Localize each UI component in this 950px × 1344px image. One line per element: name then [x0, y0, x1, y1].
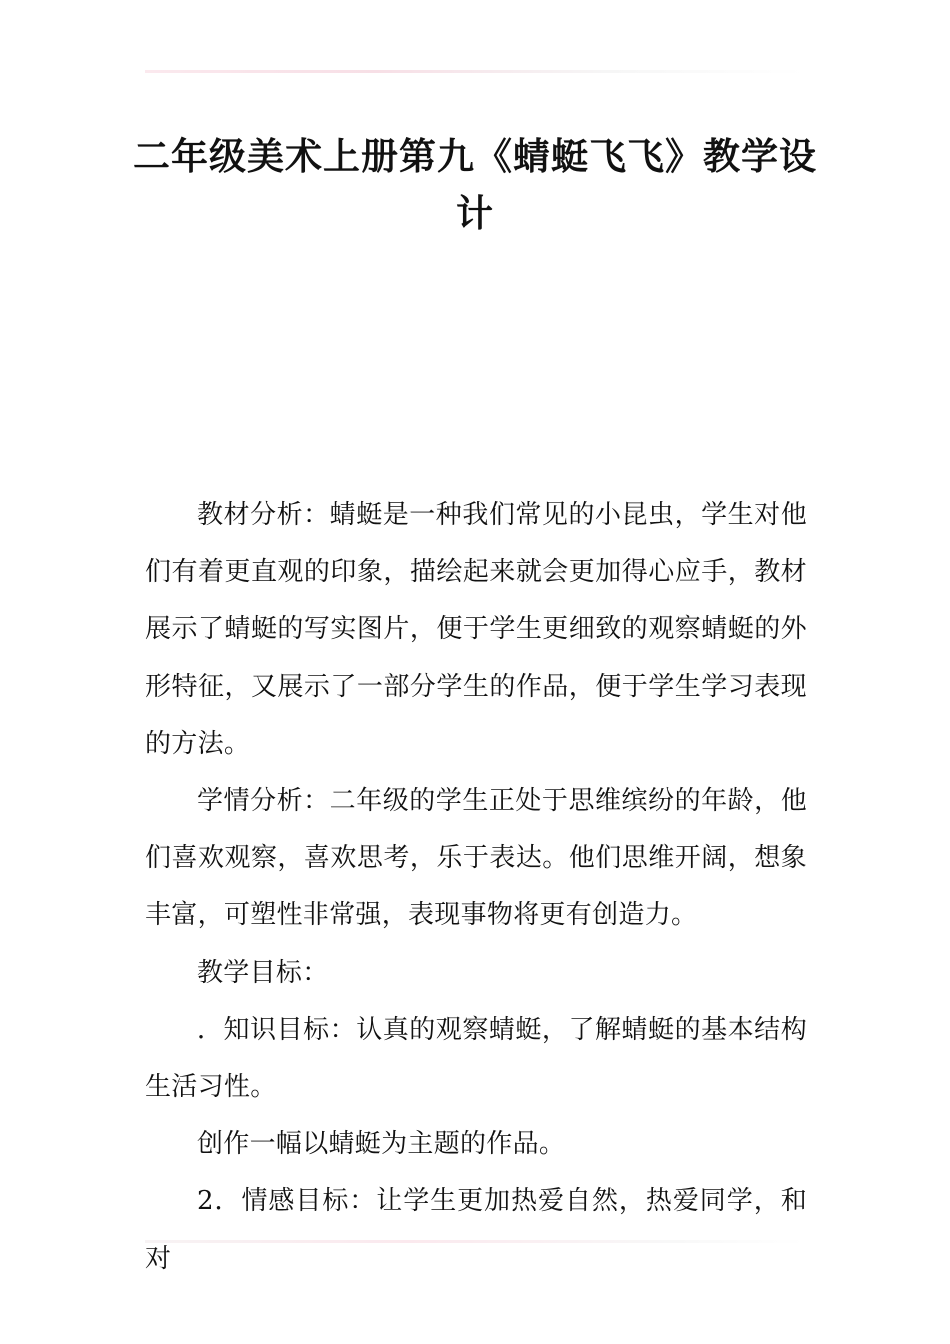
- paragraph-creation-goal: 创作一幅以蜻蜓为主题的作品。: [197, 1129, 566, 1160]
- header-rule: [145, 70, 805, 73]
- paragraph-knowledge-goal: ．知识目标：认真的观察蜻蜓，了解蜻蜓的基本结构生活习性。: [145, 1014, 807, 1103]
- paragraph-material-analysis: 教材分析：蜻蜓是一种我们常见的小昆虫，学生对他们有着更直观的印象，描绘起来就会更加得心应手，教材展示了蜻蜓的写实图片，便于学生更细致的观察蜻蜓的外形特征，又展示了一部分学生的作品，便于学生学习表现的方法。: [145, 500, 807, 759]
- footer-rule: [145, 1240, 805, 1243]
- paragraph-learner-analysis: 学情分析：二年级的学生正处于思维缤纷的年龄，他们喜欢观察，喜欢思考，乐于表达。他们思维开阔，想象丰富，可塑性非常强，表现事物将更有创造力。: [145, 786, 807, 931]
- document-title: 二年级美术上册第九《蜻蜓飞飞》教学设计: [133, 135, 817, 235]
- paragraph-teaching-goals-heading: 教学目标：: [197, 957, 329, 988]
- document-body: [145, 487, 807, 1288]
- paragraph-emotion-goal: 2．情感目标：让学生更加热爱自然，热爱同学，和对: [145, 1186, 807, 1274]
